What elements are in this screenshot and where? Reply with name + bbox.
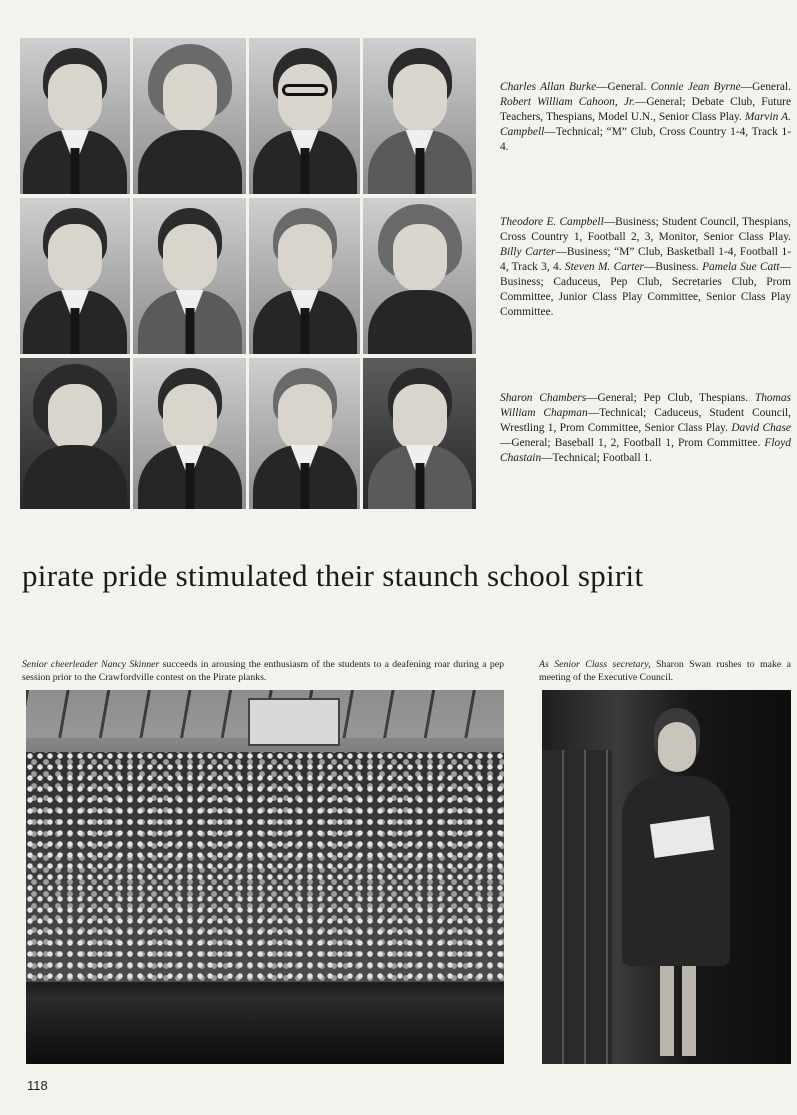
portrait-photo (249, 38, 360, 194)
gym-photo-caption (22, 659, 504, 684)
student-name: Steven M. Carter (564, 261, 644, 273)
student-name: Billy Carter (500, 246, 556, 258)
portrait-photo (20, 198, 130, 354)
caption-text: Sharon Swan rushes to make a meeting of the Executive Council. (539, 659, 792, 683)
portrait-photo (249, 358, 360, 509)
portrait-photo (20, 38, 130, 194)
student-name: Thomas William Chapman (500, 392, 791, 419)
sharon-swan-photo (542, 690, 791, 1064)
student-details: General; Baseball 1, 2, Football 1, Prom Committee. (511, 437, 761, 449)
portrait-photo (363, 358, 476, 509)
student-details: General. (752, 81, 791, 93)
swan-photo-caption (539, 659, 791, 684)
student-details: Business. (655, 261, 699, 273)
bio-block-row1: Charles Allan Burke—General. Connie Jean Byrne—General. Robert William Cahoon, Jr.—General; Debate Club, Future Teachers, Thespians, Model U.N., Senior Class Play. Marvin A. Campbell—Technical; “M” Club, Cross Country 1-4, Track 1-4. (500, 81, 791, 153)
student-name: Connie Jean Byrne (650, 81, 741, 93)
student-details: Technical; Football 1. (552, 452, 653, 464)
student-name: Floyd Chastain (500, 437, 791, 464)
student-name: David Chase (731, 422, 791, 434)
portrait-photo (249, 198, 360, 354)
student-details: Technical; “M” Club, Cross Country 1-4, Track 1-4. (500, 126, 791, 153)
portrait-photo (363, 198, 476, 354)
portrait-grid (20, 38, 476, 509)
page-headline: pirate pride stimulated their staunch school spirit (22, 558, 644, 593)
student-details: Business; Student Council, Thespians, Cross Country 1, Football 2, 3, Monitor, Senior Class Play. (500, 216, 791, 243)
student-details: Business; Caduceus, Pep Club, Secretaries Club, Prom Committee, Junior Class Play Committee, Senior Class Play Committee. (500, 276, 791, 318)
caption-lead: Senior cheerleader Nancy Skinner (22, 659, 160, 670)
portrait-photo (20, 358, 130, 509)
caption-lead: As Senior Class secretary, (539, 659, 651, 670)
caption-text: succeeds in arousing the enthusiasm of the students to a deafening roar during a pep session prior to the Crawfordville contest on the Pirate planks. (22, 659, 504, 683)
portrait-photo (133, 38, 246, 194)
student-details: Technical; Caduceus, Student Council, Wrestling 1, Prom Committee, Senior Class Play. (500, 407, 792, 434)
page-number: 118 (27, 1078, 48, 1093)
student-name: Sharon Chambers (500, 392, 587, 404)
student-details: General. (607, 81, 647, 93)
bio-block-row2: Theodore E. Campbell—Business; Student Council, Thespians, Cross Country 1, Football 2, 3, Monitor, Senior Class Play. Billy Carter—Business; “M” Club, Basketball 1-4, Football 1-4, Track 3, 4. Steven M. Carter—Business. Pamela Sue Catt—Business; Caduceus, Pep Club, Secretaries Club, Prom Committee, Junior Class Play Committee, Senior Class Play Committee. (500, 216, 792, 318)
student-name: Theodore E. Campbell (500, 216, 604, 228)
student-details: General; Debate Club, Future Teachers, Thespians, Model U.N., Senior Class Play. (500, 96, 791, 123)
student-details: Business; “M” Club, Basketball 1-4, Football 1-4, Track 3, 4. (500, 246, 792, 273)
portrait-photo (133, 198, 246, 354)
portrait-photo (363, 38, 476, 194)
student-name: Robert William Cahoon, Jr. (500, 96, 635, 108)
student-name: Pamela Sue Catt (702, 261, 780, 273)
student-name: Marvin A. Campbell (500, 111, 791, 138)
portrait-photo (133, 358, 246, 509)
student-name: Charles Allan Burke (500, 81, 597, 93)
student-details: General; Pep Club, Thespians. (597, 392, 749, 404)
pep-session-photo (26, 690, 504, 1064)
bio-block-row3: Sharon Chambers—General; Pep Club, Thespians. Thomas William Chapman—Technical; Caduceus, Student Council, Wrestling 1, Prom Committee, Senior Class Play. David Chase—General; Baseball 1, 2, Football 1, Prom Committee. Floyd Chastain—Technical; Football 1. (500, 392, 792, 464)
